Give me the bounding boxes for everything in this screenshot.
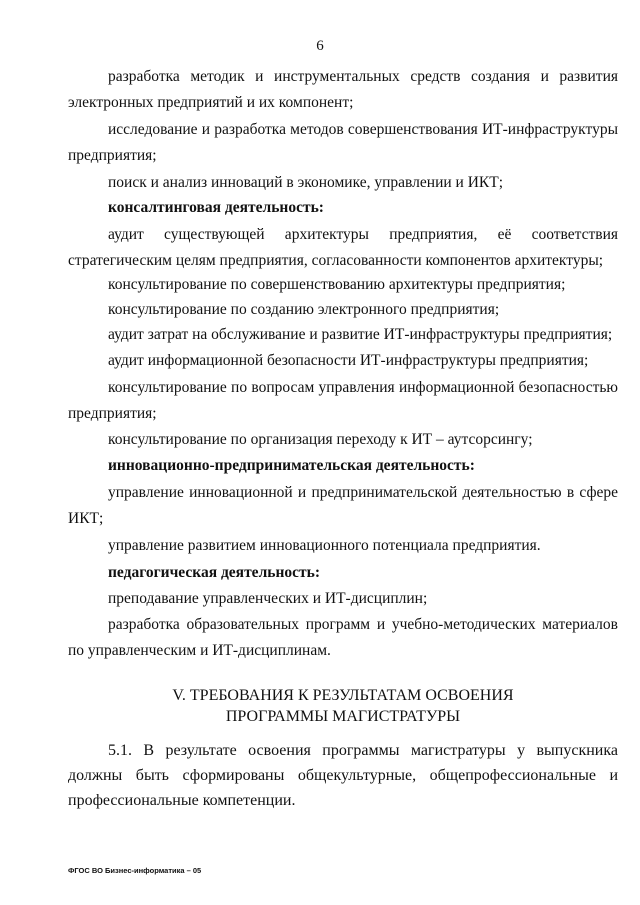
paragraph-7: консультирование по созданию электронного предприятия; — [108, 301, 500, 318]
section-consulting-title: консалтинговая деятельность: — [108, 199, 324, 216]
paragraph-14: управление развитием инновационного потенциала предприятия. — [108, 537, 541, 554]
paragraph-11: консультирование по организация переходу к ИТ – аутсорсингу; — [108, 431, 533, 448]
section-heading — [68, 685, 618, 727]
page-number: 6 — [316, 38, 324, 54]
paragraph-5: аудит существующей архитектуры предприятия, её соответствия стратегическим целям предприятия, согласованности компонентов архитектуры; — [68, 226, 618, 269]
paragraph-10: консультирование по вопросам управления информационной безопасностью предприятия; — [68, 379, 618, 422]
clause-5-1: 5.1. В результате освоения программы магистратуры у выпускника должны быть сформированы общекультурные, общепрофессиональные и профессиональные компетенции. — [68, 742, 618, 809]
footer-label: ФГОС ВО Бизнес-информатика – 05 — [68, 866, 202, 875]
paragraph-1: разработка методик и инструментальных средств создания и развития электронных предприятий и их компонент; — [68, 68, 618, 111]
section-innovation-title: инновационно-предпринимательская деятельность: — [108, 457, 475, 474]
section-heading-line-2: ПРОГРАММЫ МАГИСТРАТУРЫ — [225, 708, 461, 725]
paragraph-17: разработка образовательных программ и учебно-методических материалов по управленческим и ИТ-дисциплинам. — [68, 616, 618, 659]
paragraph-13: управление инновационной и предпринимательской деятельностью в сфере ИКТ; — [68, 484, 618, 527]
paragraph-2: исследование и разработка методов совершенствования ИТ-инфраструктуры предприятия; — [68, 121, 618, 164]
paragraph-3: поиск и анализ инноваций в экономике, управлении и ИКТ; — [108, 174, 504, 191]
paragraph-16: преподавание управленческих и ИТ-дисциплин; — [108, 590, 428, 607]
section-heading-line-1: V. ТРЕБОВАНИЯ К РЕЗУЛЬТАТАМ ОСВОЕНИЯ — [172, 687, 514, 704]
section-pedagogical-title: педагогическая деятельность: — [108, 564, 320, 581]
paragraph-8: аудит затрат на обслуживание и развитие ИТ-инфраструктуры предприятия; — [108, 326, 613, 343]
paragraph-9: аудит информационной безопасности ИТ-инфраструктуры предприятия; — [108, 352, 589, 369]
paragraph-6: консультирование по совершенствованию архитектуры предприятия; — [108, 276, 566, 293]
